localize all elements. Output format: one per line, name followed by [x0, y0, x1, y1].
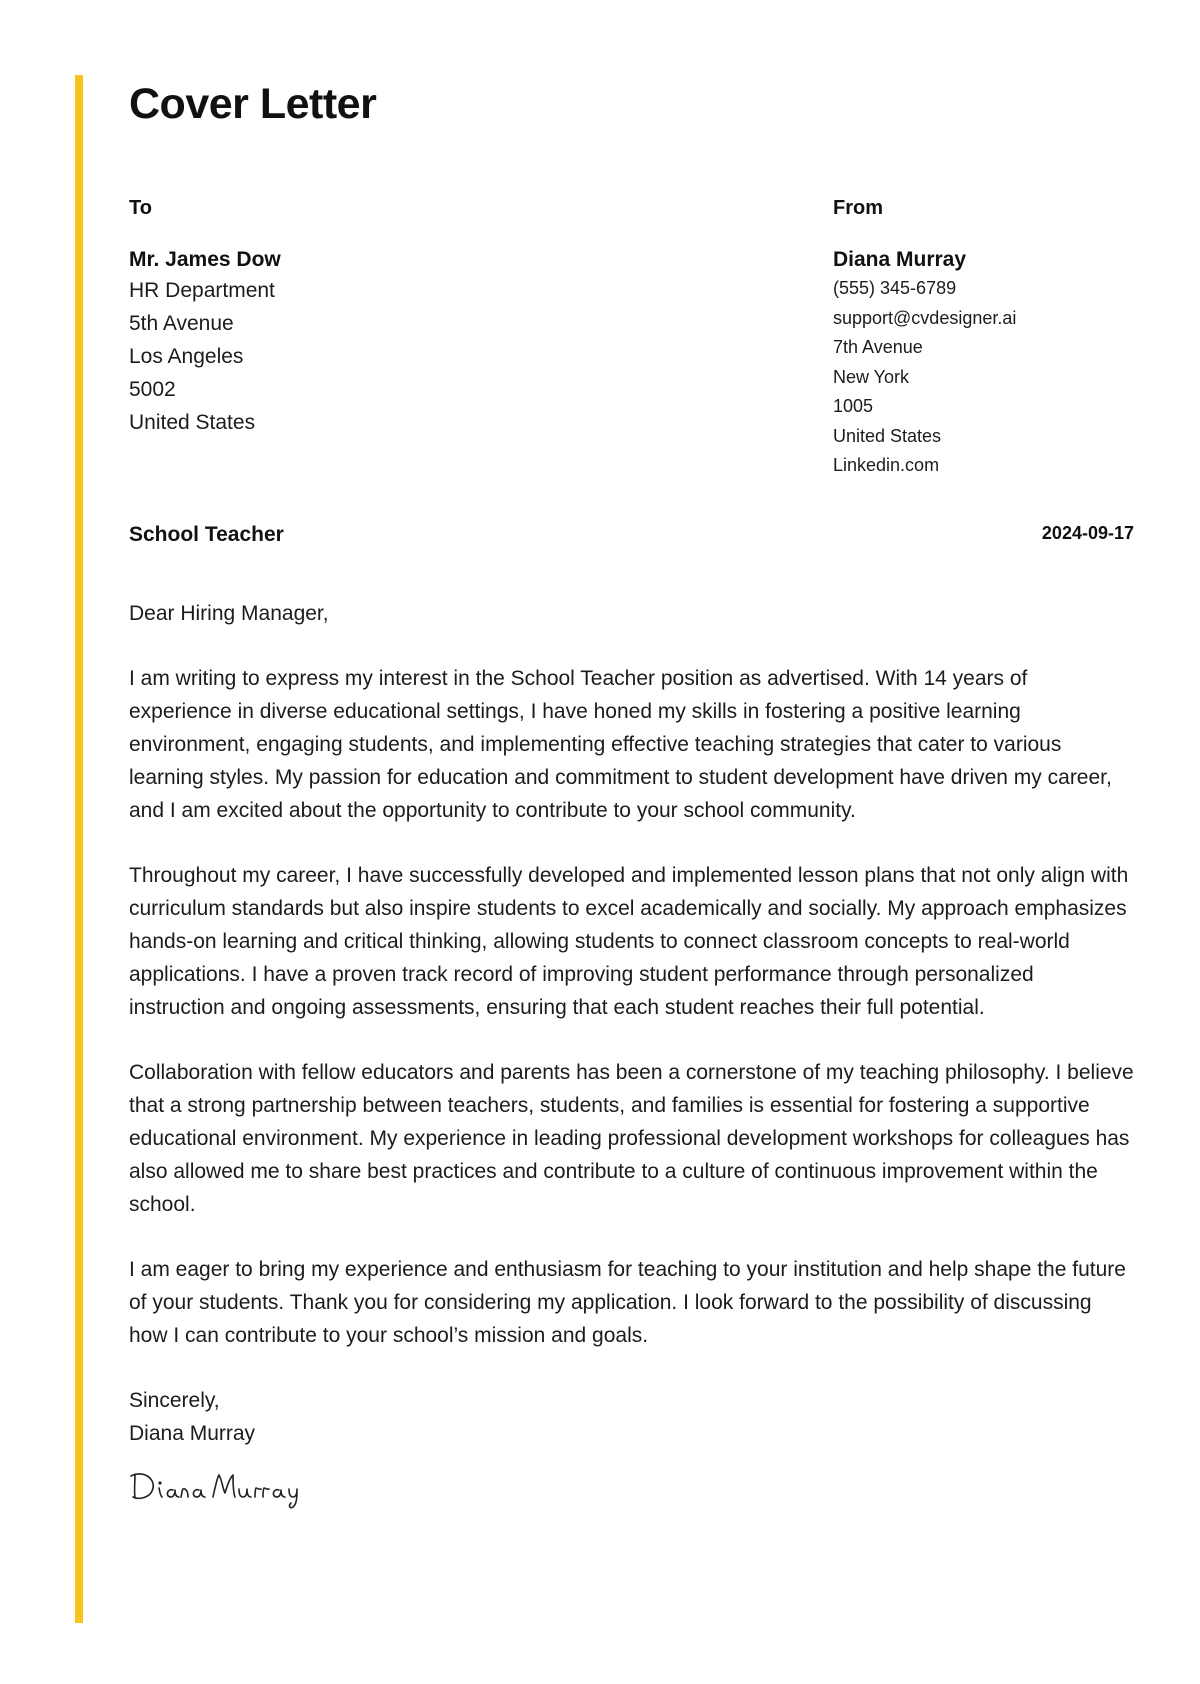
paragraph-4: I am eager to bring my experience and enthusiasm for teaching to your institution and help shape the future of your students. Thank you for considering my application. I look forward to the possibility of discussing how I can contribute to your school’s mission and goals.: [129, 1258, 1126, 1347]
to-heading: To: [129, 197, 152, 219]
sender-name: Diana Murray: [833, 248, 967, 271]
page-title: Cover Letter: [129, 80, 377, 128]
signature-graphic: [129, 1466, 329, 1510]
sender-block: [833, 194, 1133, 481]
handwritten-signature: [129, 1466, 1134, 1510]
letter-date: 2024-09-17: [1041, 523, 1134, 543]
recipient-street: 5th Avenue: [129, 312, 234, 335]
sender-city: New York: [833, 366, 910, 387]
recipient-block: [129, 194, 629, 439]
sender-country: United States: [833, 425, 942, 446]
paragraph-3: Collaboration with fellow educators and parents has been a cornerstone of my teaching philosophy. I believe that a strong partnership between teachers, students, and families is essential for fostering a supportive educational environment. My experience in leading professional development workshops for colleagues has also allowed me to share best practices and contribute to a culture of continuous improvement within the school.: [129, 1061, 1134, 1216]
recipient-country: United States: [129, 411, 256, 434]
signoff-name: Diana Murray: [129, 1422, 256, 1445]
recipient-postal-code: 5002: [129, 378, 176, 401]
closing: Sincerely,: [129, 1389, 220, 1412]
paragraph-1: I am writing to express my interest in the School Teacher position as advertised. With 14 years of experience in diverse educational settings, I have honed my skills in fostering a positive learning environment, engaging students, and implementing effective teaching strategies that cater to various learning styles. My passion for education and commitment to student development have driven my career, and I am excited about the opportunity to contribute to your school community.: [129, 667, 1112, 822]
paragraph-2: Throughout my career, I have successfully developed and implemented lesson plans that not only align with curriculum standards but also inspire students to excel academically and socially. My approach emphasizes hands-on learning and critical thinking, allowing students to connect classroom concepts to real-world applications. I have a proven track record of improving student performance through personalized instruction and ongoing assessments, ensuring that each student reaches their full potential.: [129, 864, 1129, 1019]
sender-street: 7th Avenue: [833, 337, 923, 357]
sender-phone: (555) 345-6789: [833, 278, 957, 298]
letter-body: [129, 597, 1134, 1510]
sender-linkedin: Linkedin.com: [833, 455, 940, 475]
from-heading: From: [833, 197, 883, 219]
sender-email: support@cvdesigner.ai: [833, 307, 1017, 328]
salutation: Dear Hiring Manager,: [129, 602, 329, 625]
accent-bar: [75, 75, 83, 1623]
recipient-name: Mr. James Dow: [129, 248, 281, 271]
recipient-department: HR Department: [129, 279, 275, 302]
sender-postal-code: 1005: [833, 396, 874, 416]
job-title: School Teacher: [129, 523, 284, 546]
recipient-city: Los Angeles: [129, 345, 244, 368]
